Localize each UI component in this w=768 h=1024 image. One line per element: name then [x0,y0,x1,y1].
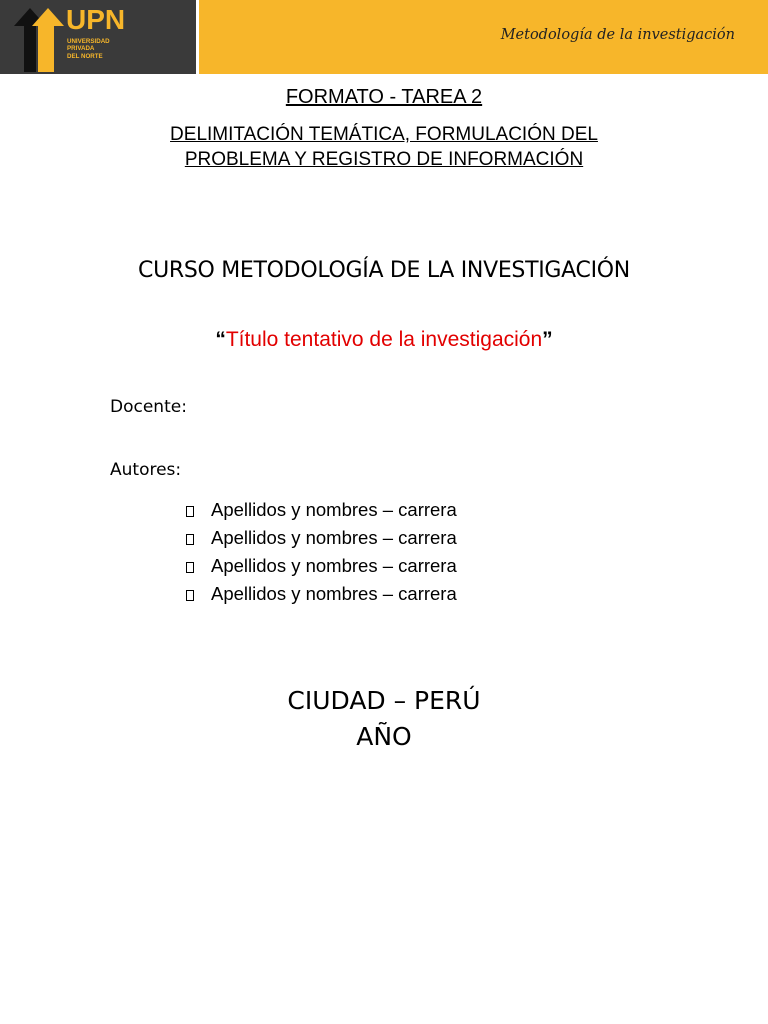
logo-subtitle-line: PRIVADA [67,45,95,53]
subject-line: PROBLEMA Y REGISTRO DE INFORMACIÓN [184,149,584,170]
bullet-box-icon [186,534,194,545]
authors-label: Autores: [110,460,182,480]
author-entry: Apellidos y nombres – carrera [211,527,457,548]
bullet-box-icon [186,562,194,573]
upn-logo [0,0,196,74]
header-accent-bar [199,0,768,74]
author-entry: Apellidos y nombres – carrera [211,583,457,604]
year-line: AÑO [356,722,412,751]
city-line: CIUDAD – PERÚ [287,686,481,715]
list-item [186,496,457,524]
authors-list [186,496,457,608]
research-title-text: Título tentativo de la investigación [225,328,543,351]
list-item [186,524,457,552]
header-course-title: Metodología de la investigación [500,27,735,43]
logo-subtitle-line: DEL NORTE [67,52,103,60]
logo-brand-text: UPN [66,4,126,35]
bullet-box-icon [186,590,194,601]
logo-subtitle-line: UNIVERSIDAD [67,38,110,45]
list-item [186,580,457,608]
author-entry: Apellidos y nombres – carrera [211,499,457,520]
close-quote: ” [542,328,553,351]
page-header [0,0,768,74]
subject-heading [0,122,768,172]
format-title: FORMATO - TAREA 2 [285,86,483,108]
research-title [0,328,768,352]
list-item [186,552,457,580]
bullet-box-icon [186,506,194,517]
course-heading: CURSO METODOLOGÍA DE LA INVESTIGACIÓN [138,258,630,283]
logo-subtitle [67,38,127,60]
open-quote: “ [215,328,226,351]
upn-arrow-logo-icon [8,4,66,72]
author-entry: Apellidos y nombres – carrera [211,555,457,576]
teacher-label: Docente: [110,397,187,417]
subject-line: DELIMITACIÓN TEMÁTICA, FORMULACIÓN DEL [170,124,598,145]
